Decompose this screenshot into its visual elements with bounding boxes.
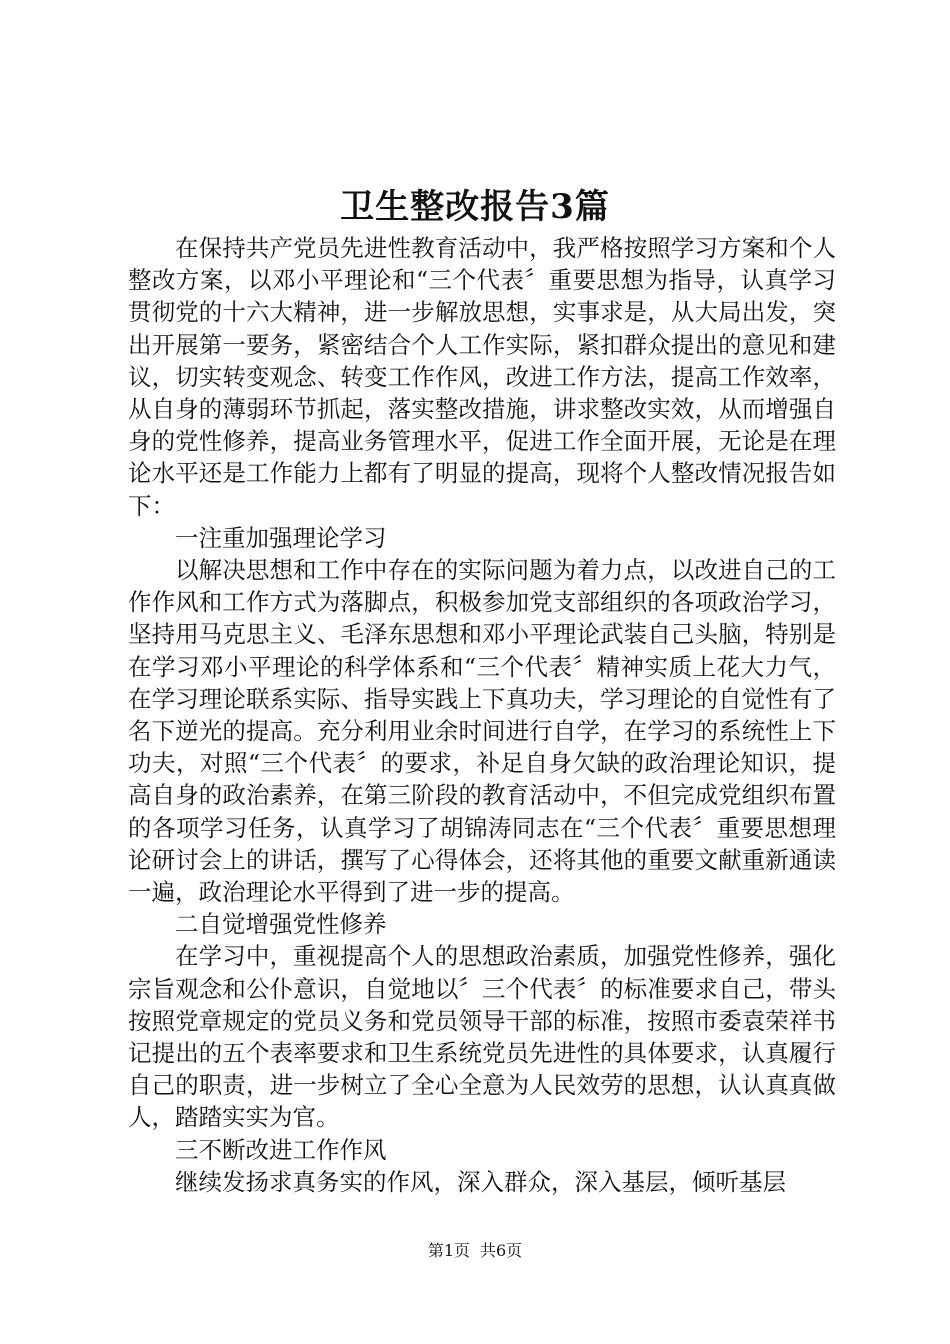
document-title: 卫生整改报告3篇 bbox=[340, 187, 610, 227]
section-heading-theory-study: 一注重加强理论学习 bbox=[175, 523, 387, 552]
page-footer bbox=[0, 1240, 950, 1262]
section-heading-work-style: 三不断改进工作作风 bbox=[175, 1135, 387, 1164]
theory-study-paragraph: 以解决思想和工作中存在的实际问题为着力点，以改进自己的工作作风和工作方式为落脚点，积极参加党支部组织的各项政治学习，坚持用马克思主义、毛泽东思想和邓小平理论武装自己头脑，特别是在学习邓小平理论的科学体系和“三个代表〞精神实质上花大力气，在学习理论联系实际、指导实践上下真功夫，学习理论的自觉性有了名下逆光的提高。充分利用业余时间进行自学，在学习的系统性上下功夫，对照“三个代表〞的要求，补足自身欠缺的政治理论知识，提高自身的政治素养，在第三阶段的教育活动中，不但完成党组织布置的各项学习任务，认真学习了胡锦涛同志在“三个代表〞重要思想理论研讨会上的讲话，撰写了心得体会，还将其他的重要文献重新通读一遍，政治理论水平得到了进一步的提高。 bbox=[128, 556, 836, 907]
party-spirit-paragraph: 在学习中，重视提高个人的思想政治素质，加强党性修养，强化宗旨观念和公仆意识，自觉地以〞三个代表〞的标准要求自己，带头按照党章规定的党员义务和党员领导干部的标准，按照市委袁荣祥书记提出的五个表率要求和卫生系统党员先进性的具体要求，认真履行自己的职责，进一步树立了全心全意为人民效劳的思想，认认真真做人，踏踏实实为官。 bbox=[128, 942, 836, 1132]
page-total: 共6页 bbox=[480, 1241, 523, 1260]
section-heading-party-spirit: 二自觉增强党性修养 bbox=[175, 910, 387, 939]
intro-paragraph: 在保持共产党员先进性教育活动中，我严格按照学习方案和个人整改方案，以邓小平理论和“三个代表〞重要思想为指导，认真学习贯彻党的十六大精神，进一步解放思想，实事求是，从大局出发，突出开展第一要务，紧密结合个人工作实际，紧扣群众提出的意见和建议，切实转变观念、转变工作作风，改进工作方法，提高工作效率，从自身的薄弱环节抓起，落实整改措施，讲求整改实效，从而增强自身的党性修养，提高业务管理水平，促进工作全面开展，无论是在理论水平还是工作能力上都有了明显的提高，现将个人整改情况报告如下： bbox=[128, 234, 836, 520]
work-style-paragraph: 继续发扬求真务实的作风，深入群众，深入基层，倾听基层 bbox=[175, 1167, 786, 1196]
page-number: 第1页 bbox=[427, 1241, 470, 1260]
document-body bbox=[128, 232, 836, 1198]
